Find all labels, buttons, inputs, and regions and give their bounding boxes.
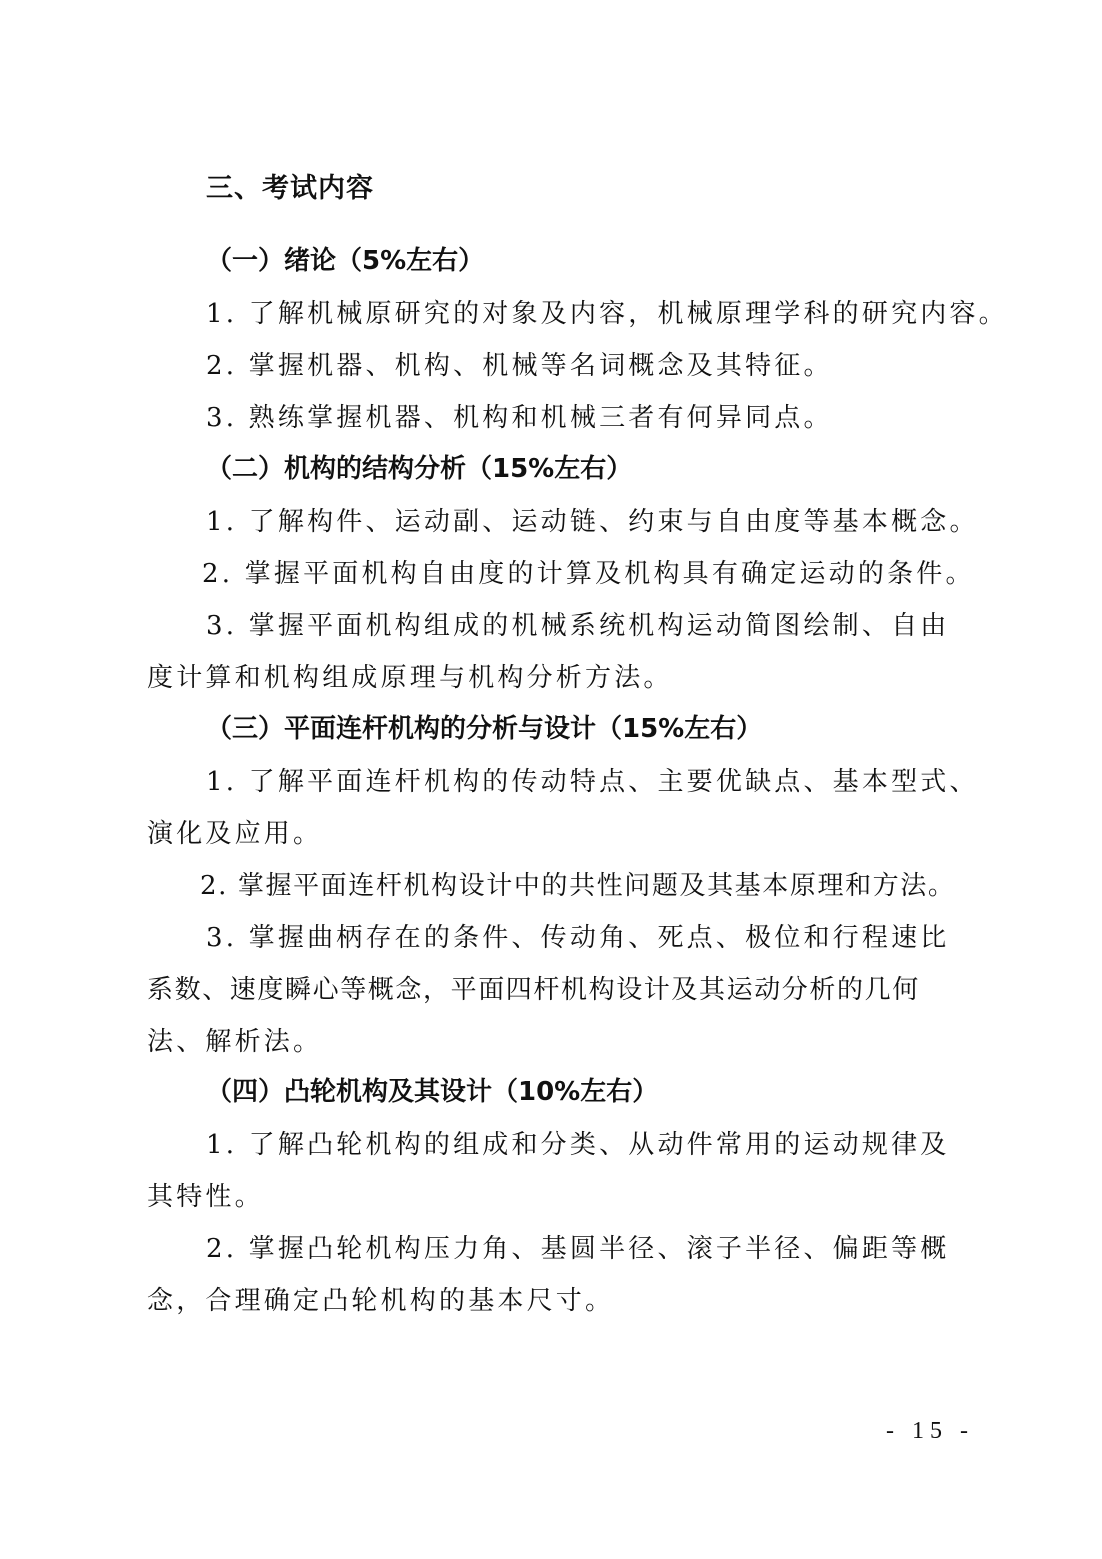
- section-3-item-3: 3. 掌握曲柄存在的条件、传动角、死点、极位和行程速比: [206, 923, 950, 953]
- section-2-item-2: 2. 掌握平面机构自由度的计算及机构具有确定运动的条件。: [202, 559, 975, 589]
- section-4-heading: （四）凸轮机构及其设计（10%左右）: [206, 1077, 659, 1107]
- section-4-item-1: 1. 了解凸轮机构的组成和分类、从动件常用的运动规律及: [206, 1130, 950, 1160]
- section-2-item-3: 3. 掌握平面机构组成的机械系统机构运动简图绘制、自由: [206, 611, 950, 641]
- section-1-item-3: 3. 熟练掌握机器、机构和机械三者有何异同点。: [206, 403, 833, 433]
- section-1-item-2: 2. 掌握机器、机构、机械等名词概念及其特征。: [206, 351, 833, 381]
- section-4-item-2-cont: 念，合理确定凸轮机构的基本尺寸。: [147, 1286, 615, 1316]
- section-4-item-2: 2. 掌握凸轮机构压力角、基圆半径、滚子半径、偏距等概: [206, 1234, 950, 1264]
- section-3-heading: （三）平面连杆机构的分析与设计（15%左右）: [206, 714, 763, 744]
- section-title: 三、考试内容: [206, 173, 374, 204]
- section-3-item-3-cont2: 法、解析法。: [147, 1027, 323, 1057]
- section-1-item-1: 1. 了解机械原研究的对象及内容，机械原理学科的研究内容。: [206, 299, 1008, 329]
- section-3-item-3-cont1: 系数、速度瞬心等概念，平面四杆机构设计及其运动分析的几何: [147, 975, 920, 1005]
- page-number: - 15 -: [886, 1418, 974, 1444]
- section-2-item-1: 1. 了解构件、运动副、运动链、约束与自由度等基本概念。: [206, 507, 979, 537]
- section-2-heading: （二）机构的结构分析（15%左右）: [206, 454, 633, 484]
- section-2-item-3-cont: 度计算和机构组成原理与机构分析方法。: [147, 663, 673, 693]
- section-3-item-2: 2. 掌握平面连杆机构设计中的共性问题及其基本原理和方法。: [200, 871, 956, 901]
- section-3-item-1-cont: 演化及应用。: [147, 819, 323, 849]
- section-1-heading: （一）绪论（5%左右）: [206, 246, 485, 276]
- section-3-item-1: 1. 了解平面连杆机构的传动特点、主要优缺点、基本型式、: [206, 767, 979, 797]
- section-4-item-1-cont: 其特性。: [147, 1182, 264, 1212]
